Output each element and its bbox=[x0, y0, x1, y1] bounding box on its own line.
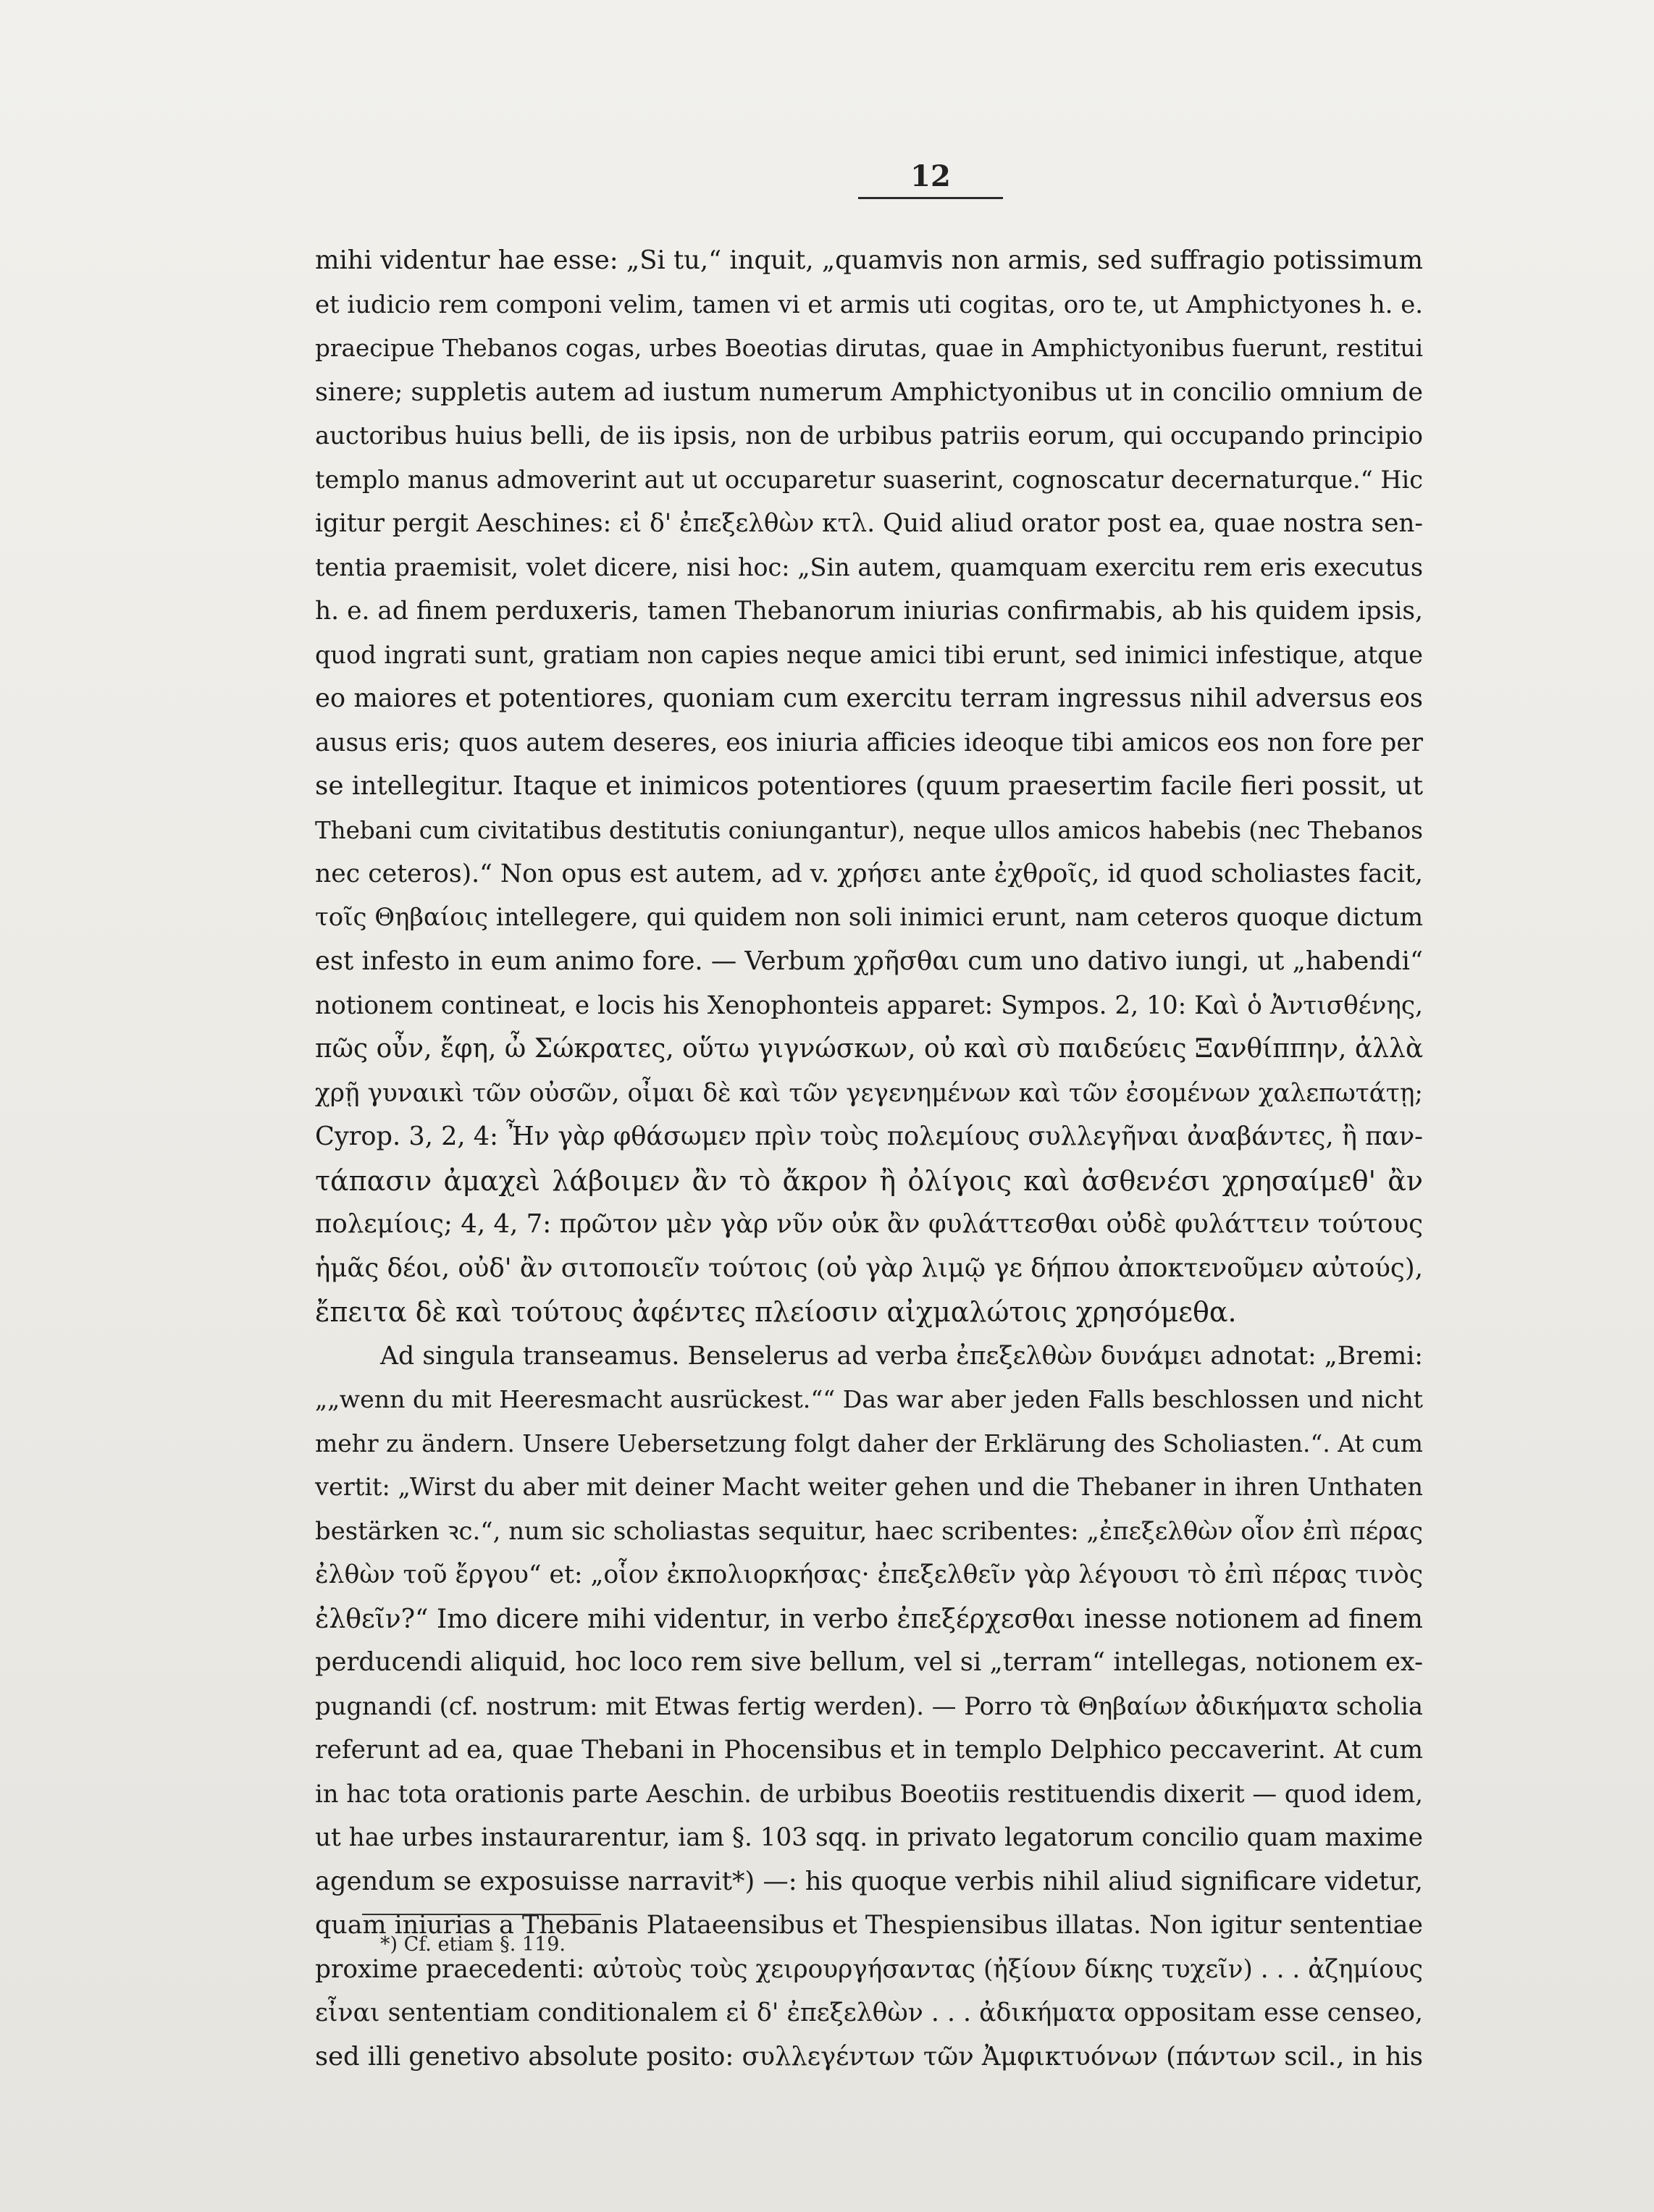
text-line: Cyrop. 3, 2, 4: Ἦν γὰρ φθάσωμεν πρὶν τοὺς πολεμίους συλλεγῆναι ἀναβάντες, ἢ παν- bbox=[315, 1122, 1423, 1151]
text-line: mihi videntur hae esse: „Si tu,“ inquit, „quamvis non armis, sed suffragio potissimum bbox=[315, 245, 1423, 275]
text-line: πολεμίοις; 4, 4, 7: πρῶτον μὲν γὰρ νῦν οὐκ ἂν φυλάττεσθαι οὐδὲ φυλάττειν τούτους bbox=[315, 1209, 1423, 1239]
text-line: sinere; suppletis autem ad iustum numerum Amphictyonibus ut in concilio omnium de bbox=[315, 377, 1423, 407]
footnote: *) Cf. etiam §. 119. bbox=[380, 1933, 566, 1956]
text-line: ut hae urbes instaurarentur, iam §. 103 sqq. in privato legatorum concilio quam maxime bbox=[315, 1823, 1423, 1852]
header-rule bbox=[858, 197, 1003, 199]
text-line: agendum se exposuisse narravit*) —: his quoque verbis nihil aliud significare videtur, bbox=[315, 1866, 1423, 1896]
text-line: vertit: „Wirst du aber mit deiner Macht weiter gehen und die Thebaner in ihren Unthaten bbox=[315, 1473, 1423, 1501]
text-line: auctoribus huius belli, de iis ipsis, non de urbibus patriis eorum, qui occupando principio bbox=[315, 421, 1423, 450]
text-line: mehr zu ändern. Unsere Uebersetzung folgt daher der Erklärung des Scholiasten.“. At cum bbox=[315, 1429, 1423, 1458]
text-line: ἡμᾶς δέοι, οὐδ' ἂν σιτοποιεῖν τούτοις (οὐ γὰρ λιμῷ γε δήπου ἀποκτενοῦμεν αὐτούς), bbox=[315, 1253, 1423, 1283]
text-line: τάπασιν ἀμαχεὶ λάβοιμεν ἂν τὸ ἄκρον ἢ ὀλίγοις καὶ ἀσθενέσι χρησαίμεθ' ἂν bbox=[315, 1164, 1423, 1197]
text-line: ἐλθὼν τοῦ ἔργου“ et: „οἷον ἐκπολιορκήσας· ἐπεξελθεῖν γὰρ λέγουσι τὸ ἐπὶ πέρας τινὸς bbox=[315, 1560, 1424, 1589]
text-line: tentia praemisit, volet dicere, nisi hoc: „Sin autem, quamquam exercitu rem eris executus bbox=[315, 552, 1423, 581]
text-line: in hac tota orationis parte Aeschin. de urbibus Boeotiis restituendis dixerit — quod idem, bbox=[315, 1779, 1424, 1808]
text-line: ἐλθεῖν?“ Imo dicere mihi videntur, in verbo ἐπεξέρχεσθαι inesse notionem ad finem bbox=[315, 1603, 1423, 1634]
text-line: notionem contineat, e locis his Xenophonteis apparet: Sympos. 2, 10: Καὶ ὁ Ἀντισθένης, bbox=[315, 991, 1424, 1020]
page-number: 12 bbox=[910, 159, 951, 193]
text-line: est infesto in eum animo fore. — Verbum χρῆσθαι cum uno dativo iungi, ut „habendi“ bbox=[315, 946, 1423, 976]
body-text bbox=[315, 239, 1423, 2079]
text-line: referunt ad ea, quae Thebani in Phocensibus et in templo Delphico peccaverint. At cum bbox=[315, 1736, 1423, 1765]
text-line: et iudicio rem componi velim, tamen vi et armis uti cogitas, oro te, ut Amphictyones h. e. bbox=[315, 290, 1423, 319]
text-line: praecipue Thebanos cogas, urbes Boeotias dirutas, quae in Amphictyonibus fuerunt, restitui bbox=[315, 335, 1423, 362]
text-line: ἔπειτα δὲ καὶ τούτους ἀφέντες πλείοσιν αἰχμαλώτοις χρησόμεθα. bbox=[315, 1296, 1237, 1328]
text-line: igitur pergit Aeschines: εἰ δ' ἐπεξελθὼν κτλ. Quid aliud orator post ea, quae nostra sen- bbox=[315, 509, 1423, 538]
paragraph-start-line: Ad singula transeamus. Benselerus ad verba ἐπεξελθὼν δυνάμει adnotat: „Bremi: bbox=[380, 1341, 1423, 1371]
text-line: ausus eris; quos autem deseres, eos iniuria afficies ideoque tibi amicos eos non fore per bbox=[315, 728, 1423, 757]
text-line: se intellegitur. Itaque et inimicos potentiores (quum praesertim facile fieri possit, ut bbox=[315, 771, 1423, 801]
text-line: quod ingrati sunt, gratiam non capies neque amici tibi erunt, sed inimici infestique, atque bbox=[315, 640, 1423, 669]
text-line: „„wenn du mit Heeresmacht ausrückest.““ Das war aber jeden Falls beschlossen und nicht bbox=[315, 1385, 1423, 1413]
text-line: templo manus admoverint aut ut occuparetur suaserint, cognoscatur decernaturque.“ Hic bbox=[315, 465, 1423, 494]
text-line: h. e. ad finem perduxeris, tamen Thebanorum iniurias confirmabis, ab his quidem ipsis, bbox=[315, 597, 1423, 626]
text-line: quam iniurias a Thebanis Plataeensibus et Thespiensibus illatas. Non igitur sententiae bbox=[315, 1911, 1423, 1940]
text-line: πῶς οὖν, ἔφη, ὦ Σώκρατες, οὕτω γιγνώσκων, οὐ καὶ σὺ παιδεύεις Ξανθίππην, ἀλλὰ bbox=[315, 1034, 1424, 1064]
text-line: perducendi aliquid, hoc loco rem sive bellum, vel si „terram“ intellegas, notionem ex- bbox=[315, 1647, 1423, 1677]
text-line: eo maiores et potentiores, quoniam cum exercitu terram ingressus nihil adversus eos bbox=[315, 684, 1423, 713]
footnote-rule bbox=[362, 1914, 601, 1915]
text-line: εἶναι sententiam conditionalem εἰ δ' ἐπεξελθὼν . . . ἀδικήματα oppositam esse censeo, bbox=[315, 1998, 1423, 2027]
text-line: nec ceteros).“ Non opus est autem, ad v. χρήσει ante ἐχθροῖς, id quod scholiastes facit, bbox=[315, 859, 1423, 888]
text-line: χρῇ γυναικὶ τῶν οὐσῶν, οἶμαι δὲ καὶ τῶν γεγενημένων καὶ τῶν ἐσομένων χαλεπωτάτῃ; bbox=[315, 1078, 1423, 1108]
text-line: pugnandi (cf. nostrum: mit Etwas fertig werden). — Porro τὰ Θηβαίων ἀδικήματα scholia bbox=[315, 1691, 1423, 1720]
text-line: bestärken ꝛc.“, num sic scholiastas sequitur, haec scribentes: „ἐπεξελθὼν οἷον ἐπὶ πέρας bbox=[315, 1516, 1423, 1545]
text-line: sed illi genetivo absolute posito: συλλεγέντων τῶν Ἀμφικτυόνων (πάντων scil., in his bbox=[315, 2041, 1423, 2072]
text-line: Thebani cum civitatibus destitutis coniungantur), neque ullos amicos habebis (nec Thebanos bbox=[315, 816, 1423, 844]
text-line: proxime praecedenti: αὐτοὺς τοὺς χειρουργήσαντας (ἠξίουν δίκης τυχεῖν) . . . ἀζημίους bbox=[315, 1954, 1423, 1984]
text-line: τοῖς Θηβαίοις intellegere, qui quidem non soli inimici erunt, nam ceteros quoque dictum bbox=[315, 903, 1423, 932]
